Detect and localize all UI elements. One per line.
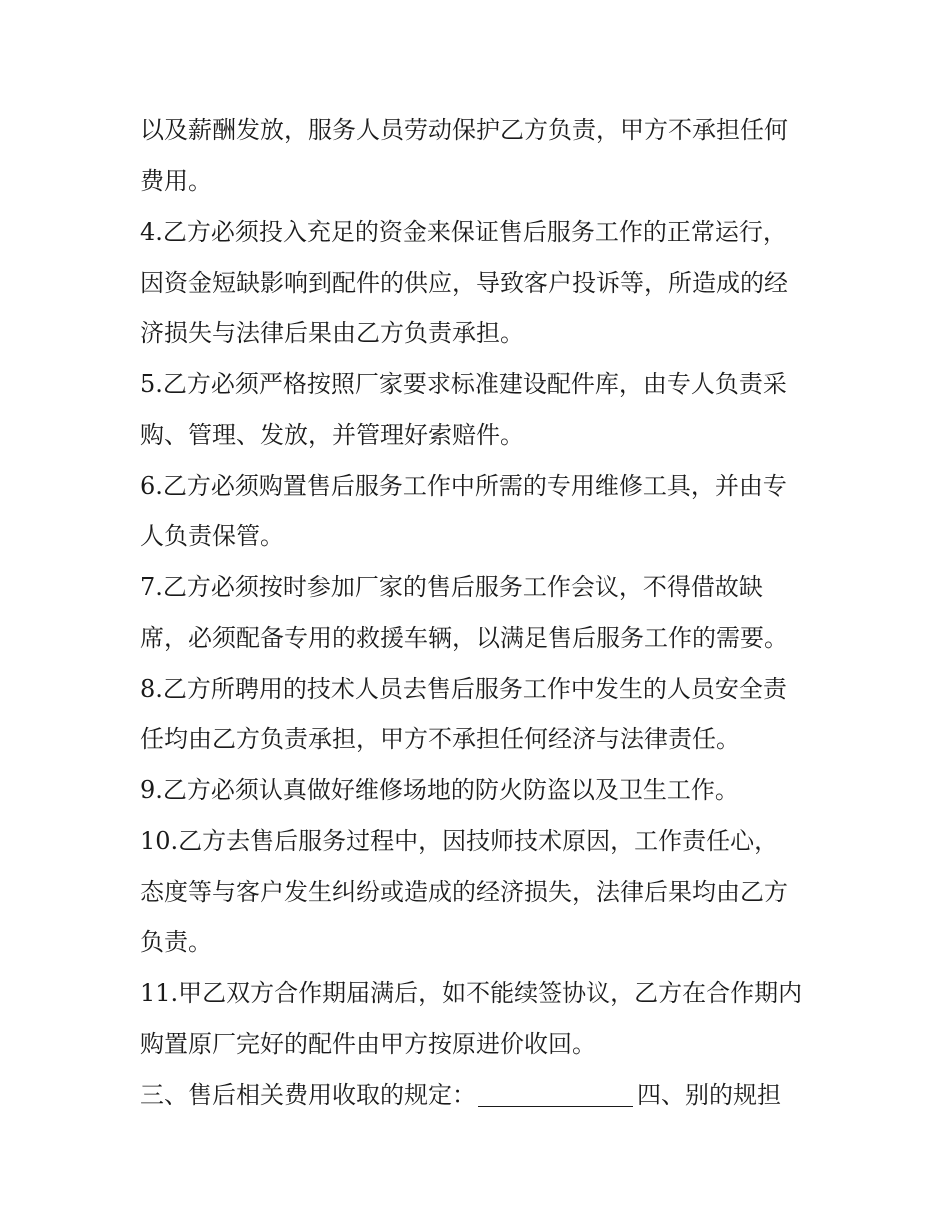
text-line: 购、管理、发放，并管理好索赔件。 [140, 421, 524, 449]
text-line: 费用。 [140, 167, 212, 195]
text-line: 席，必须配备专用的救援车辆，以满足售后服务工作的需要。 [140, 624, 788, 652]
text-line: 5.乙方必须严格按照厂家要求标准建设配件库，由专人负责采 [140, 370, 787, 398]
text-line: 态度等与客户发生纠纷或造成的经济损失，法律后果均由乙方 [140, 878, 788, 906]
text-line: 因资金短缺影响到配件的供应，导致客户投诉等，所造成的经 [140, 269, 788, 297]
section-heading-text: 三、售后相关费用收取的规定： [140, 1081, 476, 1109]
text-line: 10.乙方去售后服务过程中，因技师技术原因，工作责任心， [140, 827, 779, 855]
text-line: 以及薪酬发放，服务人员劳动保护乙方负责，甲方不承担任何 [140, 116, 788, 144]
section-heading-continuation: 四、别的规担 [637, 1081, 781, 1109]
text-line: 购置原厂完好的配件由甲方按原进价收回。 [140, 1030, 596, 1058]
text-line: 6.乙方必须购置售后服务工作中所需的专用维修工具，并由专 [140, 472, 787, 500]
text-line: 任均由乙方负责承担，甲方不承担任何经济与法律责任。 [140, 725, 740, 753]
text-line: 人负责保管。 [140, 522, 284, 550]
text-line: 负责。 [140, 928, 212, 956]
text-line: 济损失与法律后果由乙方负责承担。 [140, 319, 524, 347]
section-heading-line [140, 1075, 820, 1115]
text-line: 8.乙方所聘用的技术人员去售后服务工作中发生的人员安全责 [140, 675, 787, 703]
text-line: 7.乙方必须按时参加厂家的售后服务工作会议，不得借故缺 [140, 573, 763, 601]
text-line: 11.甲乙双方合作期届满后，如不能续签协议，乙方在合作期内 [140, 979, 803, 1007]
text-line: 9.乙方必须认真做好维修场地的防火防盗以及卫生工作。 [140, 776, 739, 804]
text-line: 4.乙方必须投入充足的资金来保证售后服务工作的正常运行， [140, 218, 787, 246]
fill-in-blank [478, 1082, 633, 1107]
